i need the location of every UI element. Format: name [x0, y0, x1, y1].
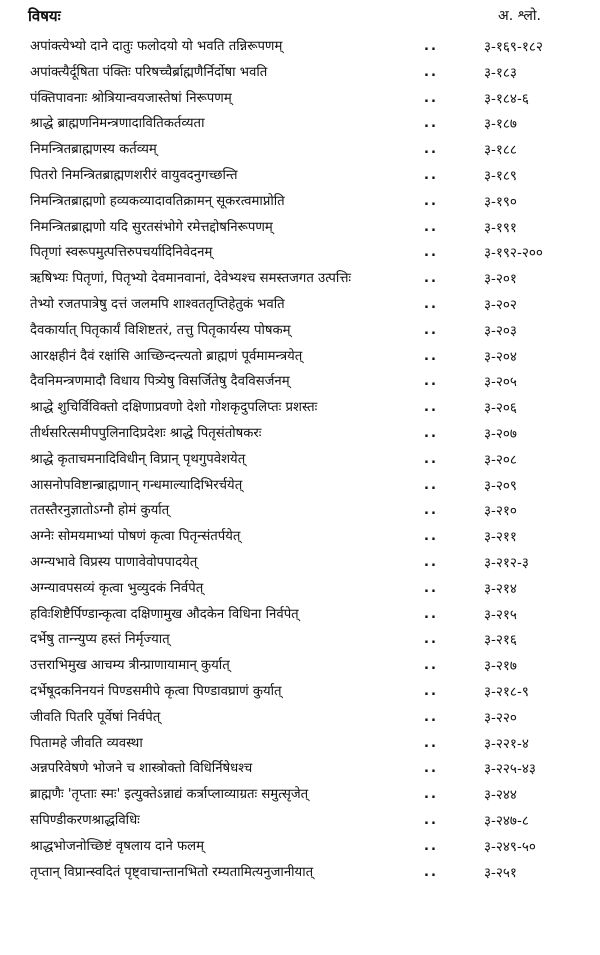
- chapter-verse-reference: ३-२१२-३: [484, 554, 529, 571]
- list-item: [0, 654, 600, 680]
- list-item: [0, 345, 600, 371]
- entry-subject: श्राद्धे शुचिर्विविक्तो दक्षिणाप्रवणो देशो गोशकृदुपलिप्तः प्रशस्तः: [30, 400, 318, 416]
- list-item: [0, 474, 600, 500]
- chapter-verse-reference: ३-१८८: [484, 142, 517, 159]
- leader-dots: ..: [424, 503, 438, 519]
- chapter-verse-reference: ३-२१७: [484, 658, 517, 675]
- chapter-verse-reference: ३-२०९: [484, 477, 517, 494]
- leader-dots: ..: [424, 296, 438, 312]
- entry-subject: पितृणां स्वरूपमुत्पत्तिरुपचर्यादिनिवेदनम्: [30, 245, 213, 261]
- list-item: [0, 628, 600, 654]
- entry-subject: अग्न्यभावे विप्रस्य पाणावेवोपपादयेत्: [30, 554, 198, 570]
- entry-subject: अपांक्त्यैर्दूषिता पंक्तिः परिषच्चैर्ब्राह्मणैर्निर्दोषा भवति: [30, 64, 268, 80]
- entry-subject: अग्न्यावपसव्यं कृत्वा भुव्युदकं निर्वपेत्: [30, 580, 204, 596]
- leader-dots: ..: [424, 477, 438, 493]
- list-item: [0, 603, 600, 629]
- entry-subject: पितरो निमन्त्रितब्राह्मणशरीरं वायुवदनुगच्छन्ति: [30, 167, 238, 183]
- entry-subject: पंक्तिपावनाः श्रोत्रियान्वयजास्तेषां निरूपणम्: [30, 90, 232, 106]
- list-item: [0, 525, 600, 551]
- leader-dots: ..: [424, 219, 438, 235]
- chapter-verse-reference: ३-१८४-६: [484, 90, 529, 107]
- entry-subject: तीर्थसरित्समीपपुलिनादिप्रदेशः श्राद्धे पितृसंतोषकरः: [30, 425, 262, 441]
- entry-subject: दैवनिमन्त्रणमादौ विधाय पित्र्येषु विसर्जितेषु दैवविसर्जनम्: [30, 374, 290, 390]
- leader-dots: ..: [424, 606, 438, 622]
- chapter-verse-reference: ३-२०८: [484, 451, 517, 468]
- leader-dots: ..: [424, 271, 438, 287]
- entry-subject: आरक्षहीनं दैवं रक्षांसि आच्छिन्दन्त्यतो ब्राह्मणं पूर्वमामन्त्रयेत्: [30, 348, 303, 364]
- list-item: [0, 551, 600, 577]
- entry-subject: तृप्तान् विप्रान्स्वदितं पृष्ट्वाचान्तानभितो रम्यतामित्यनुजानीयात्: [30, 864, 314, 880]
- list-item: [0, 138, 600, 164]
- entry-subject: सपिण्डीकरणश्राद्धविधिः: [30, 812, 140, 828]
- chapter-verse-reference: ३-२०५: [484, 374, 517, 391]
- list-item: [0, 241, 600, 267]
- entry-subject: हविःशिष्टैर्पिण्डान्कृत्वा दक्षिणामुख औदकेन विधिना निर्वपेत्: [30, 606, 299, 622]
- chapter-verse-reference: ३-१९०: [484, 193, 517, 210]
- chapter-verse-reference: ३-२०४: [484, 348, 517, 365]
- leader-dots: ..: [424, 425, 438, 441]
- entry-subject: उत्तराभिमुख आचम्य त्रीन्प्राणायामान् कुर्यात्: [30, 658, 230, 674]
- leader-dots: ..: [424, 683, 438, 699]
- list-item: [0, 267, 600, 293]
- entry-subject: तेभ्यो रजतपात्रेषु दत्तं जलमपि शाश्वततृप्तिहेतुकं भवति: [30, 296, 285, 312]
- list-item: [0, 861, 600, 887]
- list-item: [0, 448, 600, 474]
- entry-subject: आसनोपविष्टान्ब्राह्मणान् गन्धमाल्यादिभिरर्चयेत्: [30, 477, 243, 493]
- entry-subject: अपांक्त्येभ्यो दाने दातुः फलोदयो यो भवति तन्निरूपणम्: [30, 39, 283, 54]
- list-item: [0, 499, 600, 525]
- entry-subject: दर्भेषूदकनिनयनं पिण्डसमीपे कृत्वा पिण्डावघ्राणं कुर्यात्: [30, 683, 282, 699]
- leader-dots: ..: [424, 400, 438, 416]
- list-item: [0, 835, 600, 861]
- leader-dots: ..: [424, 64, 438, 80]
- leader-dots: ..: [424, 761, 438, 777]
- leader-dots: ..: [424, 838, 438, 854]
- list-item: [0, 422, 600, 448]
- list-item: [0, 216, 600, 242]
- leader-dots: ..: [424, 348, 438, 364]
- list-item: [0, 706, 600, 732]
- entry-subject: निमन्त्रितब्राह्मणस्य कर्तव्यम्: [30, 142, 157, 158]
- leader-dots: ..: [424, 451, 438, 467]
- chapter-verse-reference: ३-२५१: [484, 864, 517, 881]
- leader-dots: ..: [424, 735, 438, 751]
- chapter-verse-reference: ३-१९२-२००: [484, 245, 543, 262]
- leader-dots: ..: [424, 90, 438, 106]
- leader-dots: ..: [424, 193, 438, 209]
- list-item: [0, 293, 600, 319]
- list-item: [0, 396, 600, 422]
- leader-dots: ..: [424, 39, 438, 54]
- list-item: [0, 809, 600, 835]
- list-item: [0, 732, 600, 758]
- list-item: [0, 577, 600, 603]
- chapter-verse-reference: ३-२२०: [484, 709, 517, 726]
- chapter-verse-reference: ३-१९१: [484, 219, 517, 236]
- chapter-verse-reference: ३-१८९: [484, 167, 517, 184]
- list-item: [0, 190, 600, 216]
- list-item: [0, 680, 600, 706]
- leader-dots: ..: [424, 787, 438, 803]
- leader-dots: ..: [424, 864, 438, 880]
- entry-subject: दर्भेषु तान्न्युप्य हस्तं निर्मृज्यात्: [30, 632, 170, 648]
- leader-dots: ..: [424, 167, 438, 183]
- entry-subject: दैवकार्यात् पितृकार्यं विशिष्टतरं, तत्तु पितृकार्यस्य पोषकम्: [30, 322, 291, 338]
- table-header: [0, 4, 600, 30]
- leader-dots: ..: [424, 529, 438, 545]
- entry-subject: श्राद्धे कृताचमनादिविधीन् विप्रान् पृथगुपवेशयेत्: [30, 451, 246, 467]
- chapter-verse-column-heading: अ. श्लो.: [498, 8, 541, 24]
- list-item: [0, 370, 600, 396]
- chapter-verse-reference: ३-२१०: [484, 503, 517, 520]
- list-item: [0, 783, 600, 809]
- leader-dots: ..: [424, 554, 438, 570]
- entry-subject: निमन्त्रितब्राह्मणो हव्यकव्यादावतिक्रामन् सूकरत्वमाप्नोति: [30, 193, 285, 209]
- list-item: [0, 164, 600, 190]
- chapter-verse-reference: ३-१८७: [484, 116, 517, 133]
- entry-subject: पितामहे जीवति व्यवस्था: [30, 735, 143, 751]
- chapter-verse-reference: ३-२०६: [484, 400, 517, 417]
- chapter-verse-reference: ३-२०२: [484, 296, 517, 313]
- list-item: [0, 757, 600, 783]
- chapter-verse-reference: ३-२४७-८: [484, 812, 529, 829]
- subject-column-heading: विषयः: [28, 7, 61, 25]
- leader-dots: ..: [424, 374, 438, 390]
- entry-subject: अग्नेः सोमयमाभ्यां पोषणं कृत्वा पितृन्संतर्पयेत्: [30, 529, 241, 545]
- leader-dots: ..: [424, 709, 438, 725]
- chapter-verse-reference: ३-१८३: [484, 64, 517, 81]
- list-item: [0, 112, 600, 138]
- entry-subject: श्राद्धभोजनोच्छिष्टं वृषलाय दाने फलम्: [30, 838, 204, 854]
- chapter-verse-reference: ३-२११: [484, 529, 517, 546]
- chapter-verse-reference: ३-१६९-१८२: [484, 39, 543, 55]
- chapter-verse-reference: ३-२०१: [484, 271, 517, 288]
- entry-subject: ऋषिभ्यः पितृणां, पितृभ्यो देवमानवानां, देवेभ्यश्च समस्तजगत उत्पत्तिः: [30, 271, 352, 287]
- leader-dots: ..: [424, 580, 438, 596]
- entry-subject: जीवति पितरि पूर्वेषां निर्वपेत्: [30, 709, 161, 725]
- chapter-verse-reference: ३-२०७: [484, 425, 517, 442]
- list-item: [0, 87, 600, 113]
- leader-dots: ..: [424, 812, 438, 828]
- chapter-verse-reference: ३-२२१-४: [484, 735, 529, 752]
- leader-dots: ..: [424, 142, 438, 158]
- chapter-verse-reference: ३-२४९-५०: [484, 838, 536, 855]
- entry-subject: अन्नपरिवेषणे भोजने च शास्त्रोक्तो विधिर्निषेधश्च: [30, 761, 253, 777]
- list-item: [0, 35, 600, 61]
- entry-subject: निमन्त्रितब्राह्मणो यदि सुरतसंभोगे रमेत्तद्दोषनिरूपणम्: [30, 219, 273, 235]
- leader-dots: ..: [424, 632, 438, 648]
- list-item: [0, 319, 600, 345]
- chapter-verse-reference: ३-२१६: [484, 632, 517, 649]
- chapter-verse-reference: ३-२१८-९: [484, 683, 529, 700]
- chapter-verse-reference: ३-२४४: [484, 787, 517, 804]
- chapter-verse-reference: ३-२२५-४३: [484, 761, 536, 778]
- leader-dots: ..: [424, 245, 438, 261]
- contents-list: [0, 35, 600, 886]
- entry-subject: ततस्तैरनुज्ञातोऽग्नौ होमं कुर्यात्: [30, 503, 170, 519]
- entry-subject: ब्राह्मणैः 'तृप्ताः स्मः' इत्युक्तेऽन्नाद्यं कर्त्राप्लाव्याग्रतः समुत्सृजेत्: [30, 787, 309, 803]
- chapter-verse-reference: ३-२१५: [484, 606, 517, 623]
- list-item: [0, 61, 600, 87]
- chapter-verse-reference: ३-२१४: [484, 580, 517, 597]
- leader-dots: ..: [424, 322, 438, 338]
- leader-dots: ..: [424, 116, 438, 132]
- leader-dots: ..: [424, 658, 438, 674]
- chapter-verse-reference: ३-२०३: [484, 322, 517, 339]
- entry-subject: श्राद्धे ब्राह्मणनिमन्त्रणादावितिकर्तव्यता: [30, 116, 205, 132]
